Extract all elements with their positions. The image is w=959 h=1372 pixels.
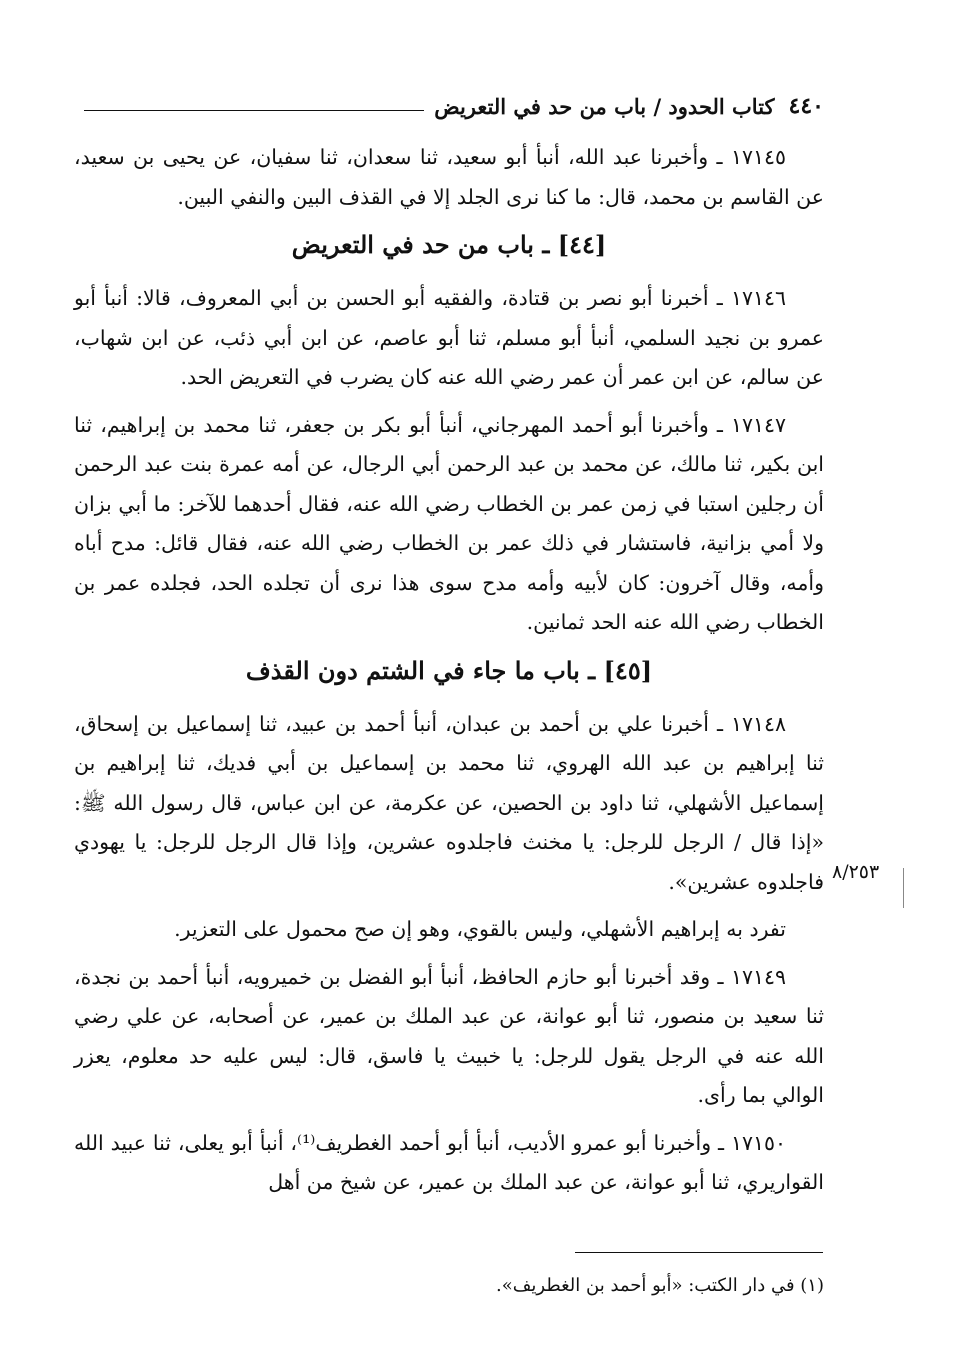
- hadith-17148: ١٧١٤٨ ـ أخبرنا علي بن أحمد بن عبدان، أنبأ أحمد بن عبيد، ثنا إسماعيل بن إسحاق، ثنا إبراهيم بن عبد الله الهروي، ثنا محمد بن إسماعيل بن أبي فديك، ثنا إبراهيم بن إسماعيل الأشهلي، ثنا داود بن الحصين، عن عكرمة، عن ابن عباس، قال رسول الله ﷺ: «إذا قال / الرجل للرجل: يا مخنث فاجلدوه عشرين، وإذا قال الرجل للرجل: يا يهودي فاجلدوه عشرين».: [74, 711, 824, 894]
- commentary: تفرد به إبراهيم الأشهلي، وليس بالقوي، وهو إن صح محمول على التعزير.: [174, 917, 786, 941]
- hadith-17146: ١٧١٤٦ ـ أخبرنا أبو نصر بن قتادة، والفقيه أبو الحسن بن أبي المعروف، قالا: أنبأ أبو عمرو بن نجيد السلمي، أنبأ أبو مسلم، ثنا أبو عاصم، عن ابن أبي ذئب، عن ابن شهاب، عن سالم، عن ابن عمر أن عمر رضي الله عنه كان يضرب في التعريض الحد.: [74, 286, 824, 389]
- header-rule: [84, 110, 424, 111]
- hadith-17145: ١٧١٤٥ ـ وأخبرنا عبد الله، أنبأ أبو سعيد، ثنا سعدان، ثنا سفيان، عن يحيى بن سعيد، عن القاسم بن محمد، قال: ما كنا نرى الجلد إلا في القذف البين والنفي البين.: [74, 145, 824, 209]
- hadith-17149: ١٧١٤٩ ـ وقد أخبرنا أبو حازم الحافظ، أنبأ أبو الفضل بن خميرويه، أنبأ أحمد بن نجدة، ثنا سعيد بن منصور، ثنا أبو عوانة، عن عبد الملك بن عمير، عن أصحابه، عن علي رضي الله عنه في الرجل يقول للرجل: يا خبيث يا فاسق، قال: ليس عليه حد معلوم، يعزر الوالي بما رأى.: [74, 964, 824, 1107]
- main-text: [74, 138, 824, 1203]
- footnote-rule: [575, 1252, 823, 1253]
- running-title: كتاب الحدود / باب من حد في التعريض: [434, 93, 775, 119]
- margin-volume-page-note: ٨/٢٥٣: [832, 861, 880, 883]
- hadith-17147: ١٧١٤٧ ـ وأخبرنا أبو أحمد المهرجاني، أنبأ أبو بكر بن جعفر، ثنا محمد بن إبراهيم، ثنا ابن بكير، ثنا مالك، عن محمد بن عبد الرحمن أبي الرجال، عن أمه عمرة بنت عبد الرحمن أن رجلين استبا في زمن عمر بن الخطاب رضي الله عنه، فقال أحدهما للآخر: ما أبي بزان ولا أمي بزانية، فاستشار في ذلك عمر بن الخطاب رضي الله عنه، فقال قائل: مدح أباه وأمه، وقال آخرون: كان لأبيه وأمه مدح سوى هذا نرى أن تجلده الحد، فجلده عمر بن الخطاب رضي الله عنه الحد ثمانين.: [74, 412, 824, 634]
- margin-tick: [903, 868, 904, 908]
- page-number: ٤٤٠: [788, 93, 824, 119]
- chapter-heading-45: [٤٥] ـ باب ما جاء في الشتم دون القذف: [245, 655, 653, 685]
- chapter-heading-44: [٤٤] ـ باب من حد في التعريض: [291, 230, 607, 259]
- footnote: (١) في دار الكتب: «أبو أحمد بن الغطريف».: [496, 1275, 824, 1296]
- running-head: [74, 88, 824, 124]
- hadith-17150: ١٧١٥٠ ـ وأخبرنا أبو عمرو الأديب، أنبأ أبو أحمد الغطريف⁽¹⁾، أنبأ أبو يعلى، ثنا عبيد الله القواريري، ثنا أبو عوانة، عن عبد الملك بن عمير، عن شيخ من أهل: [74, 1130, 824, 1194]
